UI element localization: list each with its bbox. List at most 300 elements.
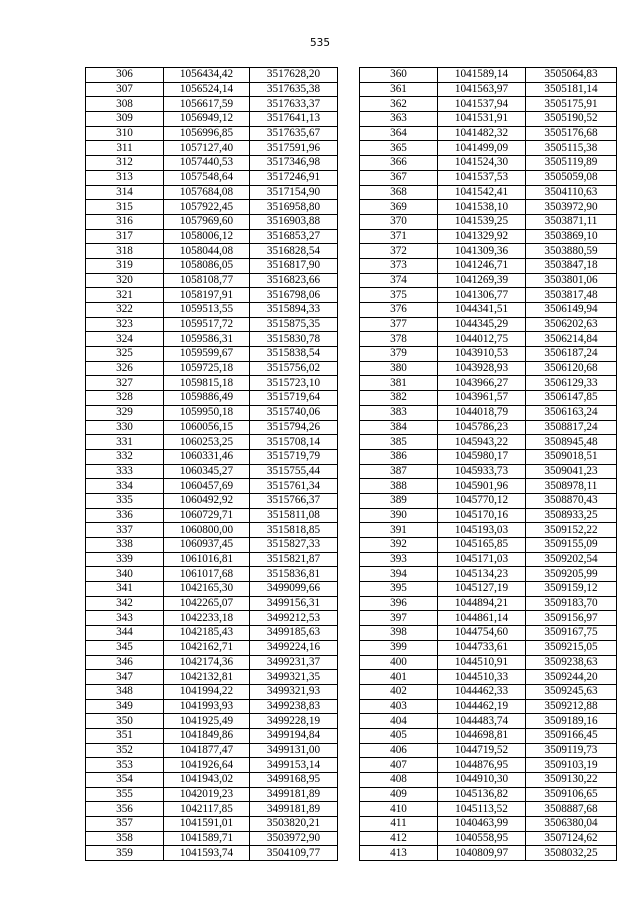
point-number-cell: 369 bbox=[360, 200, 438, 215]
table-row bbox=[360, 626, 617, 641]
point-number-cell: 394 bbox=[360, 567, 438, 582]
table-row bbox=[360, 479, 617, 494]
table-row bbox=[86, 773, 338, 788]
table-row bbox=[86, 640, 338, 655]
table-row bbox=[86, 303, 338, 318]
y-coordinate-cell: 3499321,93 bbox=[250, 684, 338, 699]
x-coordinate-cell: 1059517,72 bbox=[164, 317, 250, 332]
x-coordinate-cell: 1056524,14 bbox=[164, 82, 250, 97]
y-coordinate-cell: 3505190,52 bbox=[526, 112, 617, 127]
table-row bbox=[360, 420, 617, 435]
x-coordinate-cell: 1044876,95 bbox=[438, 758, 526, 773]
y-coordinate-cell: 3509119,73 bbox=[526, 743, 617, 758]
table-row bbox=[86, 112, 338, 127]
table-row bbox=[360, 464, 617, 479]
x-coordinate-cell: 1041329,92 bbox=[438, 229, 526, 244]
x-coordinate-cell: 1059586,31 bbox=[164, 332, 250, 347]
x-coordinate-cell: 1044510,33 bbox=[438, 670, 526, 685]
point-number-cell: 403 bbox=[360, 699, 438, 714]
x-coordinate-cell: 1042233,18 bbox=[164, 611, 250, 626]
table-row bbox=[86, 728, 338, 743]
table-row bbox=[360, 552, 617, 567]
point-number-cell: 346 bbox=[86, 655, 164, 670]
point-number-cell: 412 bbox=[360, 831, 438, 846]
x-coordinate-cell: 1044910,30 bbox=[438, 773, 526, 788]
y-coordinate-cell: 3515755,44 bbox=[250, 464, 338, 479]
table-row bbox=[86, 552, 338, 567]
y-coordinate-cell: 3515766,37 bbox=[250, 493, 338, 508]
point-number-cell: 377 bbox=[360, 317, 438, 332]
y-coordinate-cell: 3509156,97 bbox=[526, 611, 617, 626]
table-row bbox=[360, 596, 617, 611]
y-coordinate-cell: 3499321,35 bbox=[250, 670, 338, 685]
point-number-cell: 310 bbox=[86, 126, 164, 141]
point-number-cell: 374 bbox=[360, 273, 438, 288]
point-number-cell: 334 bbox=[86, 479, 164, 494]
x-coordinate-cell: 1045127,19 bbox=[438, 582, 526, 597]
y-coordinate-cell: 3506187,24 bbox=[526, 347, 617, 362]
point-number-cell: 399 bbox=[360, 640, 438, 655]
point-number-cell: 332 bbox=[86, 449, 164, 464]
y-coordinate-cell: 3504109,77 bbox=[250, 846, 338, 861]
point-number-cell: 389 bbox=[360, 493, 438, 508]
table-row bbox=[86, 493, 338, 508]
point-number-cell: 323 bbox=[86, 317, 164, 332]
point-number-cell: 364 bbox=[360, 126, 438, 141]
table-row bbox=[86, 435, 338, 450]
table-row bbox=[86, 596, 338, 611]
x-coordinate-cell: 1045770,12 bbox=[438, 493, 526, 508]
x-coordinate-cell: 1045134,23 bbox=[438, 567, 526, 582]
x-coordinate-cell: 1041589,14 bbox=[438, 68, 526, 83]
y-coordinate-cell: 3509244,20 bbox=[526, 670, 617, 685]
table-row bbox=[360, 846, 617, 861]
point-number-cell: 318 bbox=[86, 244, 164, 259]
point-number-cell: 388 bbox=[360, 479, 438, 494]
x-coordinate-cell: 1041246,71 bbox=[438, 258, 526, 273]
x-coordinate-cell: 1044341,51 bbox=[438, 303, 526, 318]
table-row bbox=[86, 743, 338, 758]
x-coordinate-cell: 1044345,29 bbox=[438, 317, 526, 332]
table-row bbox=[360, 405, 617, 420]
x-coordinate-cell: 1041926,64 bbox=[164, 758, 250, 773]
table-row bbox=[86, 787, 338, 802]
x-coordinate-cell: 1040463,99 bbox=[438, 817, 526, 832]
y-coordinate-cell: 3506147,85 bbox=[526, 391, 617, 406]
table-row bbox=[360, 68, 617, 83]
y-coordinate-cell: 3515827,33 bbox=[250, 538, 338, 553]
x-coordinate-cell: 1061017,68 bbox=[164, 567, 250, 582]
point-number-cell: 357 bbox=[86, 817, 164, 832]
table-row bbox=[86, 464, 338, 479]
y-coordinate-cell: 3499228,19 bbox=[250, 714, 338, 729]
table-row bbox=[86, 655, 338, 670]
point-number-cell: 380 bbox=[360, 361, 438, 376]
point-number-cell: 351 bbox=[86, 728, 164, 743]
x-coordinate-cell: 1041994,22 bbox=[164, 684, 250, 699]
y-coordinate-cell: 3499231,37 bbox=[250, 655, 338, 670]
x-coordinate-cell: 1057969,60 bbox=[164, 214, 250, 229]
table-row bbox=[86, 244, 338, 259]
table-row bbox=[360, 787, 617, 802]
y-coordinate-cell: 3508945,48 bbox=[526, 435, 617, 450]
point-number-cell: 401 bbox=[360, 670, 438, 685]
x-coordinate-cell: 1057127,40 bbox=[164, 141, 250, 156]
table-row bbox=[86, 817, 338, 832]
y-coordinate-cell: 3516903,88 bbox=[250, 214, 338, 229]
x-coordinate-cell: 1044894,21 bbox=[438, 596, 526, 611]
table-row bbox=[360, 773, 617, 788]
table-row bbox=[360, 156, 617, 171]
point-number-cell: 325 bbox=[86, 347, 164, 362]
table-row bbox=[360, 567, 617, 582]
y-coordinate-cell: 3505181,14 bbox=[526, 82, 617, 97]
x-coordinate-cell: 1042185,43 bbox=[164, 626, 250, 641]
x-coordinate-cell: 1041925,49 bbox=[164, 714, 250, 729]
x-coordinate-cell: 1057548,64 bbox=[164, 170, 250, 185]
table-row bbox=[360, 97, 617, 112]
table-row bbox=[86, 508, 338, 523]
y-coordinate-cell: 3509152,22 bbox=[526, 523, 617, 538]
y-coordinate-cell: 3517633,37 bbox=[250, 97, 338, 112]
point-number-cell: 354 bbox=[86, 773, 164, 788]
point-number-cell: 347 bbox=[86, 670, 164, 685]
x-coordinate-cell: 1060345,27 bbox=[164, 464, 250, 479]
x-coordinate-cell: 1044462,33 bbox=[438, 684, 526, 699]
table-row bbox=[86, 141, 338, 156]
y-coordinate-cell: 3517246,91 bbox=[250, 170, 338, 185]
y-coordinate-cell: 3499168,95 bbox=[250, 773, 338, 788]
table-row bbox=[360, 376, 617, 391]
table-row bbox=[86, 82, 338, 97]
x-coordinate-cell: 1041537,53 bbox=[438, 170, 526, 185]
x-coordinate-cell: 1045933,73 bbox=[438, 464, 526, 479]
table-row bbox=[360, 670, 617, 685]
table-row bbox=[86, 684, 338, 699]
y-coordinate-cell: 3509245,63 bbox=[526, 684, 617, 699]
y-coordinate-cell: 3516823,66 bbox=[250, 273, 338, 288]
y-coordinate-cell: 3503880,59 bbox=[526, 244, 617, 259]
x-coordinate-cell: 1056996,85 bbox=[164, 126, 250, 141]
point-number-cell: 321 bbox=[86, 288, 164, 303]
table-row bbox=[86, 758, 338, 773]
x-coordinate-cell: 1056617,59 bbox=[164, 97, 250, 112]
table-row bbox=[360, 273, 617, 288]
y-coordinate-cell: 3506163,24 bbox=[526, 405, 617, 420]
point-number-cell: 392 bbox=[360, 538, 438, 553]
y-coordinate-cell: 3499099,66 bbox=[250, 582, 338, 597]
y-coordinate-cell: 3503817,48 bbox=[526, 288, 617, 303]
table-row bbox=[86, 405, 338, 420]
y-coordinate-cell: 3503847,18 bbox=[526, 258, 617, 273]
x-coordinate-cell: 1041499,09 bbox=[438, 141, 526, 156]
table-row bbox=[86, 626, 338, 641]
table-row bbox=[86, 582, 338, 597]
x-coordinate-cell: 1045901,96 bbox=[438, 479, 526, 494]
point-number-cell: 382 bbox=[360, 391, 438, 406]
table-body bbox=[86, 68, 338, 861]
table-body bbox=[360, 68, 617, 861]
point-number-cell: 308 bbox=[86, 97, 164, 112]
y-coordinate-cell: 3505176,68 bbox=[526, 126, 617, 141]
point-number-cell: 384 bbox=[360, 420, 438, 435]
point-number-cell: 395 bbox=[360, 582, 438, 597]
point-number-cell: 370 bbox=[360, 214, 438, 229]
x-coordinate-cell: 1043961,57 bbox=[438, 391, 526, 406]
table-row bbox=[86, 332, 338, 347]
point-number-cell: 360 bbox=[360, 68, 438, 83]
x-coordinate-cell: 1057922,45 bbox=[164, 200, 250, 215]
x-coordinate-cell: 1060729,71 bbox=[164, 508, 250, 523]
coordinates-table-right bbox=[359, 67, 617, 861]
point-number-cell: 361 bbox=[360, 82, 438, 97]
table-row bbox=[360, 582, 617, 597]
x-coordinate-cell: 1042165,30 bbox=[164, 582, 250, 597]
y-coordinate-cell: 3508978,11 bbox=[526, 479, 617, 494]
point-number-cell: 404 bbox=[360, 714, 438, 729]
table-row bbox=[86, 479, 338, 494]
x-coordinate-cell: 1045170,16 bbox=[438, 508, 526, 523]
point-number-cell: 398 bbox=[360, 626, 438, 641]
x-coordinate-cell: 1040558,95 bbox=[438, 831, 526, 846]
page-number: 535 bbox=[309, 37, 331, 49]
table-row bbox=[86, 802, 338, 817]
point-number-cell: 366 bbox=[360, 156, 438, 171]
point-number-cell: 402 bbox=[360, 684, 438, 699]
y-coordinate-cell: 3508933,25 bbox=[526, 508, 617, 523]
y-coordinate-cell: 3509106,65 bbox=[526, 787, 617, 802]
point-number-cell: 329 bbox=[86, 405, 164, 420]
y-coordinate-cell: 3508817,24 bbox=[526, 420, 617, 435]
point-number-cell: 343 bbox=[86, 611, 164, 626]
point-number-cell: 355 bbox=[86, 787, 164, 802]
point-number-cell: 317 bbox=[86, 229, 164, 244]
point-number-cell: 406 bbox=[360, 743, 438, 758]
y-coordinate-cell: 3499212,53 bbox=[250, 611, 338, 626]
y-coordinate-cell: 3517628,20 bbox=[250, 68, 338, 83]
x-coordinate-cell: 1056949,12 bbox=[164, 112, 250, 127]
point-number-cell: 365 bbox=[360, 141, 438, 156]
point-number-cell: 375 bbox=[360, 288, 438, 303]
table-row bbox=[86, 229, 338, 244]
table-row bbox=[360, 258, 617, 273]
y-coordinate-cell: 3509159,12 bbox=[526, 582, 617, 597]
y-coordinate-cell: 3499181,89 bbox=[250, 802, 338, 817]
x-coordinate-cell: 1041306,77 bbox=[438, 288, 526, 303]
table-row bbox=[86, 420, 338, 435]
table-row bbox=[360, 347, 617, 362]
y-coordinate-cell: 3516817,90 bbox=[250, 258, 338, 273]
table-row bbox=[86, 126, 338, 141]
y-coordinate-cell: 3509215,05 bbox=[526, 640, 617, 655]
x-coordinate-cell: 1045165,85 bbox=[438, 538, 526, 553]
y-coordinate-cell: 3503972,90 bbox=[250, 831, 338, 846]
point-number-cell: 391 bbox=[360, 523, 438, 538]
point-number-cell: 341 bbox=[86, 582, 164, 597]
x-coordinate-cell: 1042117,85 bbox=[164, 802, 250, 817]
point-number-cell: 356 bbox=[86, 802, 164, 817]
x-coordinate-cell: 1042265,07 bbox=[164, 596, 250, 611]
table-row bbox=[360, 214, 617, 229]
point-number-cell: 381 bbox=[360, 376, 438, 391]
y-coordinate-cell: 3517591,96 bbox=[250, 141, 338, 156]
x-coordinate-cell: 1060457,69 bbox=[164, 479, 250, 494]
point-number-cell: 358 bbox=[86, 831, 164, 846]
x-coordinate-cell: 1058044,08 bbox=[164, 244, 250, 259]
point-number-cell: 372 bbox=[360, 244, 438, 259]
x-coordinate-cell: 1057684,08 bbox=[164, 185, 250, 200]
y-coordinate-cell: 3515830,78 bbox=[250, 332, 338, 347]
point-number-cell: 397 bbox=[360, 611, 438, 626]
table-row bbox=[86, 670, 338, 685]
table-row bbox=[360, 523, 617, 538]
y-coordinate-cell: 3508032,25 bbox=[526, 846, 617, 861]
y-coordinate-cell: 3517346,98 bbox=[250, 156, 338, 171]
y-coordinate-cell: 3515740,06 bbox=[250, 405, 338, 420]
table-row bbox=[86, 391, 338, 406]
y-coordinate-cell: 3509041,23 bbox=[526, 464, 617, 479]
table-row bbox=[360, 802, 617, 817]
point-number-cell: 376 bbox=[360, 303, 438, 318]
x-coordinate-cell: 1045193,03 bbox=[438, 523, 526, 538]
table-row bbox=[86, 214, 338, 229]
y-coordinate-cell: 3503972,90 bbox=[526, 200, 617, 215]
point-number-cell: 307 bbox=[86, 82, 164, 97]
point-number-cell: 393 bbox=[360, 552, 438, 567]
coordinates-table-left bbox=[85, 67, 338, 861]
point-number-cell: 348 bbox=[86, 684, 164, 699]
y-coordinate-cell: 3509189,16 bbox=[526, 714, 617, 729]
y-coordinate-cell: 3506214,84 bbox=[526, 332, 617, 347]
point-number-cell: 324 bbox=[86, 332, 164, 347]
x-coordinate-cell: 1060800,00 bbox=[164, 523, 250, 538]
point-number-cell: 352 bbox=[86, 743, 164, 758]
x-coordinate-cell: 1059725,18 bbox=[164, 361, 250, 376]
x-coordinate-cell: 1059513,55 bbox=[164, 303, 250, 318]
x-coordinate-cell: 1043910,53 bbox=[438, 347, 526, 362]
point-number-cell: 333 bbox=[86, 464, 164, 479]
point-number-cell: 411 bbox=[360, 817, 438, 832]
point-number-cell: 306 bbox=[86, 68, 164, 83]
x-coordinate-cell: 1044510,91 bbox=[438, 655, 526, 670]
table-row bbox=[360, 391, 617, 406]
table-row bbox=[360, 288, 617, 303]
x-coordinate-cell: 1060937,45 bbox=[164, 538, 250, 553]
table-row bbox=[360, 508, 617, 523]
y-coordinate-cell: 3515761,34 bbox=[250, 479, 338, 494]
y-coordinate-cell: 3515719,79 bbox=[250, 449, 338, 464]
y-coordinate-cell: 3506380,04 bbox=[526, 817, 617, 832]
table-row bbox=[86, 361, 338, 376]
y-coordinate-cell: 3509205,99 bbox=[526, 567, 617, 582]
point-number-cell: 353 bbox=[86, 758, 164, 773]
x-coordinate-cell: 1045943,22 bbox=[438, 435, 526, 450]
point-number-cell: 316 bbox=[86, 214, 164, 229]
point-number-cell: 350 bbox=[86, 714, 164, 729]
y-coordinate-cell: 3509018,51 bbox=[526, 449, 617, 464]
y-coordinate-cell: 3516853,27 bbox=[250, 229, 338, 244]
x-coordinate-cell: 1041849,86 bbox=[164, 728, 250, 743]
table-row bbox=[360, 126, 617, 141]
point-number-cell: 344 bbox=[86, 626, 164, 641]
y-coordinate-cell: 3517635,38 bbox=[250, 82, 338, 97]
table-row bbox=[360, 229, 617, 244]
y-coordinate-cell: 3499238,83 bbox=[250, 699, 338, 714]
point-number-cell: 367 bbox=[360, 170, 438, 185]
point-number-cell: 385 bbox=[360, 435, 438, 450]
y-coordinate-cell: 3499131,00 bbox=[250, 743, 338, 758]
table-row bbox=[360, 185, 617, 200]
x-coordinate-cell: 1058197,91 bbox=[164, 288, 250, 303]
point-number-cell: 322 bbox=[86, 303, 164, 318]
table-row bbox=[360, 538, 617, 553]
y-coordinate-cell: 3515894,33 bbox=[250, 303, 338, 318]
point-number-cell: 331 bbox=[86, 435, 164, 450]
x-coordinate-cell: 1044719,52 bbox=[438, 743, 526, 758]
x-coordinate-cell: 1056434,42 bbox=[164, 68, 250, 83]
point-number-cell: 400 bbox=[360, 655, 438, 670]
x-coordinate-cell: 1057440,53 bbox=[164, 156, 250, 171]
x-coordinate-cell: 1060056,15 bbox=[164, 420, 250, 435]
y-coordinate-cell: 3509202,54 bbox=[526, 552, 617, 567]
table-row bbox=[360, 303, 617, 318]
x-coordinate-cell: 1060492,92 bbox=[164, 493, 250, 508]
x-coordinate-cell: 1041589,71 bbox=[164, 831, 250, 846]
x-coordinate-cell: 1041877,47 bbox=[164, 743, 250, 758]
x-coordinate-cell: 1041539,25 bbox=[438, 214, 526, 229]
y-coordinate-cell: 3499153,14 bbox=[250, 758, 338, 773]
x-coordinate-cell: 1040809,97 bbox=[438, 846, 526, 861]
x-coordinate-cell: 1059815,18 bbox=[164, 376, 250, 391]
x-coordinate-cell: 1043966,27 bbox=[438, 376, 526, 391]
table-row bbox=[360, 493, 617, 508]
table-row bbox=[360, 112, 617, 127]
x-coordinate-cell: 1044733,61 bbox=[438, 640, 526, 655]
x-coordinate-cell: 1044012,75 bbox=[438, 332, 526, 347]
table-row bbox=[360, 611, 617, 626]
x-coordinate-cell: 1059599,67 bbox=[164, 347, 250, 362]
table-row bbox=[86, 317, 338, 332]
table-row bbox=[86, 97, 338, 112]
table-row bbox=[86, 288, 338, 303]
y-coordinate-cell: 3516958,80 bbox=[250, 200, 338, 215]
y-coordinate-cell: 3504110,63 bbox=[526, 185, 617, 200]
table-row bbox=[360, 200, 617, 215]
y-coordinate-cell: 3505175,91 bbox=[526, 97, 617, 112]
y-coordinate-cell: 3515821,87 bbox=[250, 552, 338, 567]
table-row bbox=[360, 244, 617, 259]
y-coordinate-cell: 3515719,64 bbox=[250, 391, 338, 406]
table-row bbox=[360, 82, 617, 97]
table-row bbox=[360, 435, 617, 450]
y-coordinate-cell: 3503869,10 bbox=[526, 229, 617, 244]
y-coordinate-cell: 3503871,11 bbox=[526, 214, 617, 229]
y-coordinate-cell: 3505064,83 bbox=[526, 68, 617, 83]
x-coordinate-cell: 1044754,60 bbox=[438, 626, 526, 641]
x-coordinate-cell: 1045171,03 bbox=[438, 552, 526, 567]
x-coordinate-cell: 1043928,93 bbox=[438, 361, 526, 376]
x-coordinate-cell: 1041531,91 bbox=[438, 112, 526, 127]
y-coordinate-cell: 3509155,09 bbox=[526, 538, 617, 553]
point-number-cell: 328 bbox=[86, 391, 164, 406]
x-coordinate-cell: 1045113,52 bbox=[438, 802, 526, 817]
table-row bbox=[360, 361, 617, 376]
table-row bbox=[86, 538, 338, 553]
point-number-cell: 349 bbox=[86, 699, 164, 714]
point-number-cell: 337 bbox=[86, 523, 164, 538]
x-coordinate-cell: 1044861,14 bbox=[438, 611, 526, 626]
point-number-cell: 362 bbox=[360, 97, 438, 112]
